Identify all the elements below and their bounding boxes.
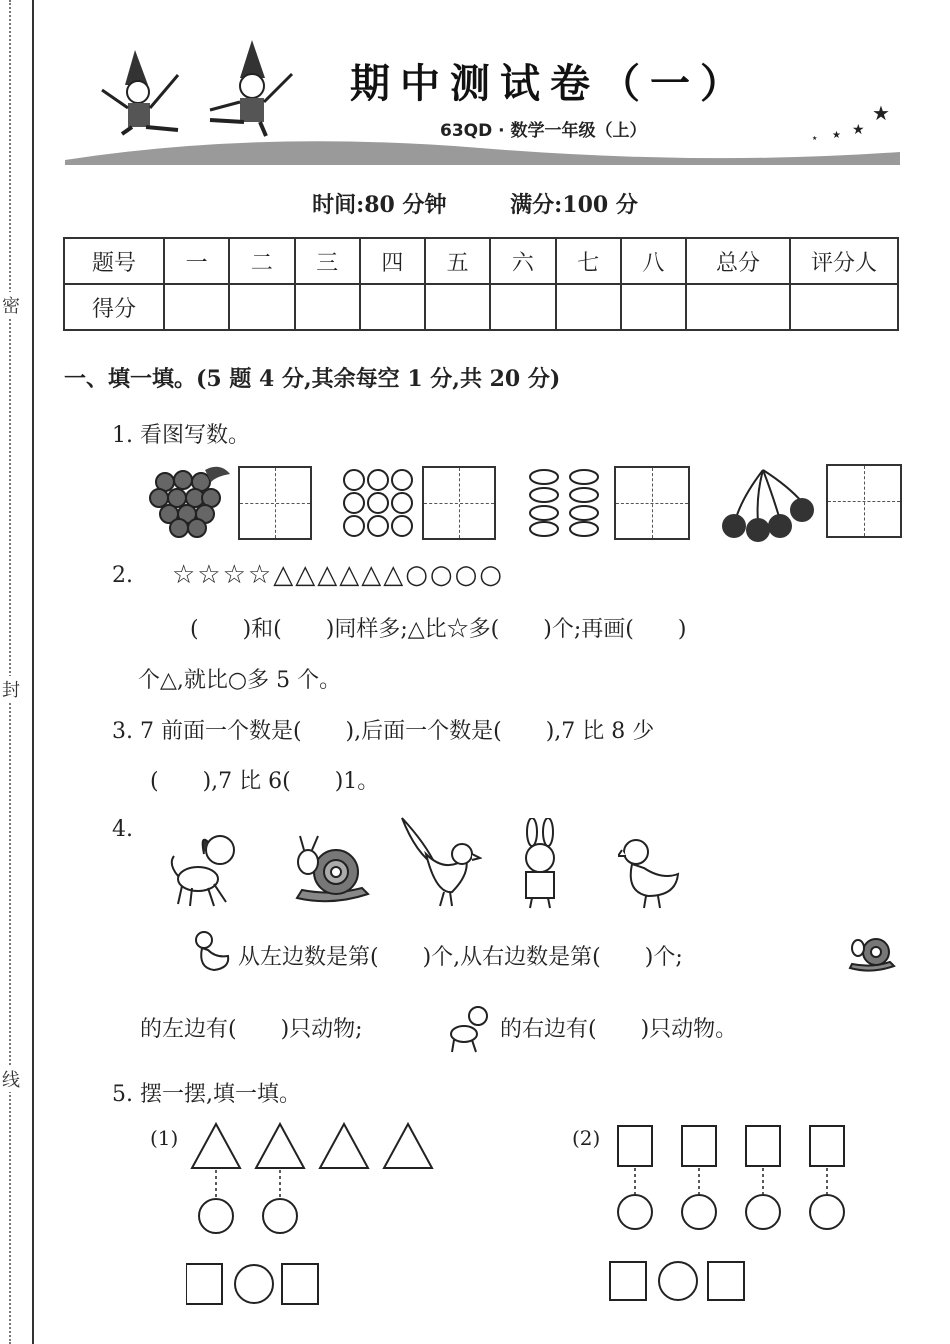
score-cell[interactable] [490, 284, 555, 330]
table-cell: 评分人 [790, 238, 898, 284]
score-cell[interactable] [686, 284, 790, 330]
snail-small-icon [846, 928, 898, 976]
margin-mark-mi: 密 [0, 292, 22, 318]
table-cell: 五 [425, 238, 490, 284]
score-table [63, 237, 899, 331]
table-cell: 总分 [686, 238, 790, 284]
score-cell[interactable] [360, 284, 425, 330]
question-2-line-2: 个△,就比○多 5 个。 [138, 668, 342, 693]
question-3-line-1: 3. 7 前面一个数是( ),后面一个数是( ),7 比 8 少 [112, 719, 655, 744]
question-5: 5. 摆一摆,填一填。 [112, 1082, 301, 1107]
dog-small-icon [444, 1000, 494, 1054]
snail-icon [292, 832, 372, 908]
table-cell: 八 [621, 238, 686, 284]
table-cell: 题号 [64, 238, 164, 284]
section-heading: 一、填一填。(5 题 4 分,其余每空 1 分,共 20 分) [64, 366, 561, 392]
question-4-line-2a: 的左边有( )只动物; [140, 1017, 363, 1042]
exam-info [0, 188, 950, 219]
margin-mark-xian: 线 [0, 1066, 22, 1092]
question-1: 1. 看图写数。 [112, 423, 250, 448]
score-cell[interactable] [164, 284, 229, 330]
q5-part-1-label: (1) [150, 1126, 179, 1150]
score-table-score-row [64, 284, 898, 330]
bird-icon [396, 814, 482, 910]
answer-box[interactable] [238, 466, 312, 540]
svg-text:★: ★ [872, 101, 890, 125]
apples-icon [340, 465, 420, 540]
svg-text:★: ★ [812, 135, 818, 142]
star-icon [812, 101, 890, 142]
table-cell: 二 [229, 238, 294, 284]
answer-box[interactable] [422, 466, 496, 540]
q5-part-1-figure [186, 1120, 436, 1320]
score-cell[interactable] [425, 284, 490, 330]
score-cell[interactable] [621, 284, 686, 330]
table-cell: 得分 [64, 284, 164, 330]
cartoon-child-icon [102, 50, 178, 134]
answer-box[interactable] [826, 464, 902, 538]
page-subtitle: 63QD · 数学一年级（上） [440, 121, 647, 141]
q5-part-2-figure [604, 1122, 858, 1322]
table-cell: 三 [295, 238, 360, 284]
exam-full-score: 满分:100 分 [510, 192, 638, 218]
question-4-line-2b: 的右边有( )只动物。 [500, 1017, 738, 1042]
q5-part-2-label: (2) [572, 1126, 601, 1150]
answer-box[interactable] [614, 466, 690, 540]
grapes-icon [145, 462, 235, 542]
question-2-line-1: ( )和( )同样多;△比☆多( )个;再画( ) [190, 617, 687, 642]
duck-small-icon [192, 928, 232, 978]
page-title: 期中测试卷（一） [350, 60, 750, 107]
score-table-header-row [64, 238, 898, 284]
duck-icon [618, 834, 682, 910]
cartoon-child-icon [210, 40, 292, 136]
score-cell[interactable] [295, 284, 360, 330]
cherries-icon [718, 466, 818, 546]
score-cell[interactable] [790, 284, 898, 330]
table-cell: 一 [164, 238, 229, 284]
score-cell[interactable] [229, 284, 294, 330]
margin-mark-feng: 封 [0, 676, 22, 702]
birds-icon [524, 465, 610, 540]
svg-text:★: ★ [852, 122, 865, 138]
table-cell: 七 [556, 238, 621, 284]
question-2-shapes: ☆☆☆☆△△△△△△○○○○ [172, 560, 504, 590]
svg-text:★: ★ [832, 130, 841, 141]
question-2-number: 2. [112, 563, 133, 588]
question-4-number: 4. [112, 817, 133, 842]
table-cell: 四 [360, 238, 425, 284]
score-cell[interactable] [556, 284, 621, 330]
question-3-line-2: ( ),7 比 6( )1。 [150, 769, 380, 794]
exam-time: 时间:80 分钟 [312, 192, 447, 218]
rabbit-icon [510, 818, 572, 910]
table-cell: 六 [490, 238, 555, 284]
dog-icon [168, 824, 244, 908]
question-4-line-1: 从左边数是第( )个,从右边数是第( )个; [238, 945, 683, 970]
